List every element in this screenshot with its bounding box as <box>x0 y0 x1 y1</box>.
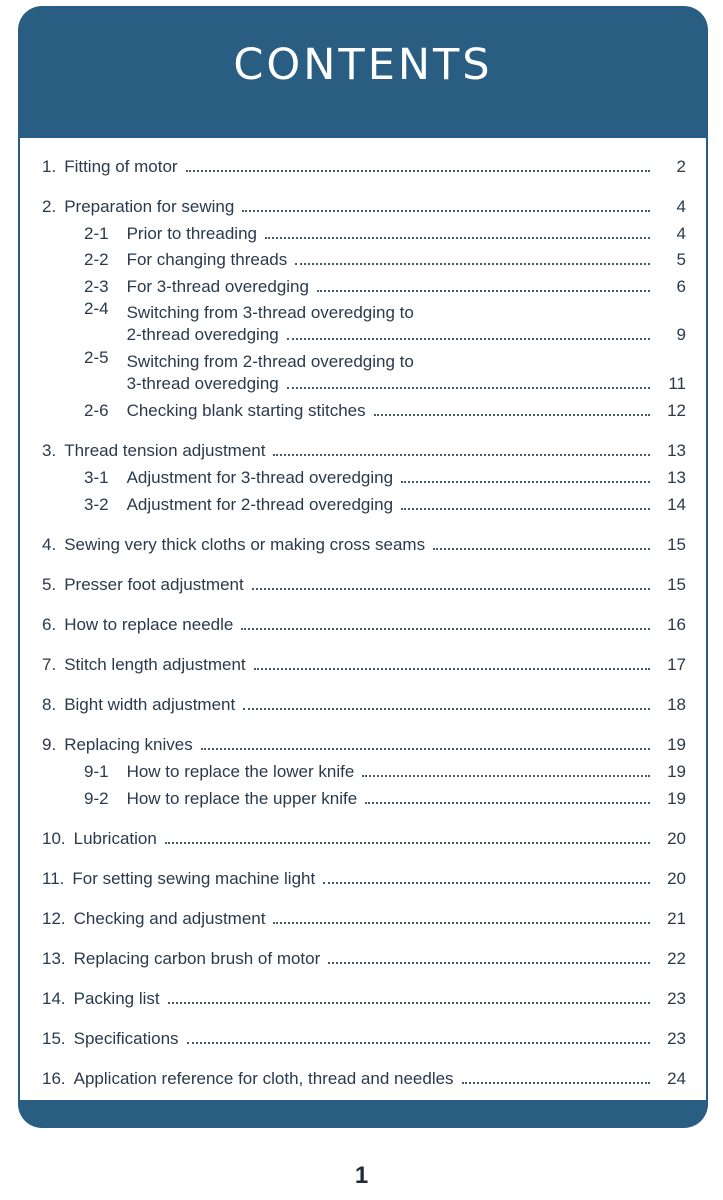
toc-entry-number: 3. <box>42 441 57 460</box>
toc-subentry <box>84 272 686 298</box>
dot-leader <box>401 481 650 483</box>
toc-entry-page: 19 <box>667 735 686 754</box>
toc-entry-page: 4 <box>676 224 686 243</box>
dot-leader <box>243 708 650 710</box>
dot-leader <box>165 842 650 844</box>
toc-entry <box>42 570 686 596</box>
contents-panel <box>20 138 706 1100</box>
toc-entry-page: 24 <box>667 1069 686 1088</box>
toc-entry-number: 2-6 <box>84 401 109 420</box>
toc-entry-page: 15 <box>667 575 686 594</box>
toc-entry-title: Checking blank starting stitches <box>126 401 366 420</box>
toc-entry-page: 11 <box>668 374 686 393</box>
toc-entry-page: 6 <box>676 277 686 296</box>
dot-leader <box>328 962 650 964</box>
toc-entry-number: 2-2 <box>84 250 109 269</box>
toc-entry-title-continued: 2-thread overedging <box>126 325 279 344</box>
dot-leader <box>317 290 650 292</box>
toc-entry-number: 9-1 <box>84 762 109 781</box>
toc-entry-title-block <box>127 302 686 346</box>
toc-entry-page: 9 <box>676 325 686 344</box>
dot-leader <box>362 775 650 777</box>
toc-entry <box>42 984 686 1010</box>
toc-entry-title: Replacing carbon brush of motor <box>73 949 321 968</box>
toc-subentry <box>84 245 686 271</box>
page-number: 1 <box>354 1162 369 1189</box>
toc-entry-title: Preparation for sewing <box>64 197 235 216</box>
toc-entry-number: 14. <box>42 989 66 1008</box>
toc-entry-page: 20 <box>667 869 686 888</box>
toc-entry <box>42 944 686 970</box>
toc-entry-number: 8. <box>42 695 57 714</box>
dot-leader <box>242 210 650 212</box>
dot-leader <box>273 454 650 456</box>
toc-entry-page: 18 <box>667 695 686 714</box>
toc-entry-number: 2-3 <box>84 277 109 296</box>
toc-subentry <box>84 757 686 783</box>
toc-entry-title-block <box>127 351 686 395</box>
toc-entry <box>42 436 686 462</box>
toc-entry-title: How to replace needle <box>64 615 234 634</box>
toc-entry-number: 15. <box>42 1029 66 1048</box>
toc-entry-number: 12. <box>42 909 66 928</box>
toc-entry <box>42 530 686 556</box>
toc-entry-page: 4 <box>676 197 686 216</box>
toc-entry-title: Specifications <box>73 1029 179 1048</box>
toc-entry <box>42 192 686 218</box>
toc-entry-page: 20 <box>667 829 686 848</box>
toc-entry <box>42 864 686 890</box>
toc-entry <box>42 904 686 930</box>
toc-entry-title: Switching from 2-thread overedging to <box>126 352 414 371</box>
toc-entry-title: For setting sewing machine light <box>72 869 316 888</box>
dot-leader <box>273 922 650 924</box>
toc-entry-page: 5 <box>676 250 686 269</box>
toc-subentry <box>84 347 686 395</box>
dot-leader <box>265 237 650 239</box>
toc-entry-title: Prior to threading <box>126 224 257 243</box>
toc-entry <box>42 1064 686 1090</box>
toc-entry <box>42 152 686 178</box>
toc-entry-page: 23 <box>667 1029 686 1048</box>
toc-entry-title: Thread tension adjustment <box>64 441 266 460</box>
toc-entry-title: For 3-thread overedging <box>126 277 309 296</box>
toc-entry-title: Sewing very thick cloths or making cross seams <box>64 535 426 554</box>
toc-entry-title: For changing threads <box>126 250 288 269</box>
toc-entry-number: 4. <box>42 535 57 554</box>
toc-entry-title: Adjustment for 3-thread overedging <box>126 468 394 487</box>
toc-entry-number: 11. <box>42 869 65 888</box>
table-of-contents <box>20 138 706 1100</box>
dot-leader <box>187 1042 650 1044</box>
toc-subentry <box>84 784 686 810</box>
contents-header <box>18 6 708 132</box>
toc-entry-number: 16. <box>42 1069 66 1088</box>
toc-subentry <box>84 219 686 245</box>
toc-entry-number: 9-2 <box>84 789 109 808</box>
toc-entry-title: Switching from 3-thread overedging to <box>126 303 414 322</box>
toc-entry-title: How to replace the upper knife <box>126 789 358 808</box>
dot-leader <box>254 668 650 670</box>
toc-entry-page: 15 <box>667 535 686 554</box>
toc-entry-title: Application reference for cloth, thread and needles <box>73 1069 454 1088</box>
toc-entry-number: 3-1 <box>84 468 109 487</box>
toc-entry-page: 13 <box>667 441 686 460</box>
toc-entry-title: Presser foot adjustment <box>64 575 244 594</box>
toc-entry-title: Stitch length adjustment <box>64 655 246 674</box>
page-title: CONTENTS <box>233 40 493 90</box>
dot-leader <box>241 628 650 630</box>
toc-entry-number: 2-1 <box>84 224 109 243</box>
toc-entry-number: 5. <box>42 575 57 594</box>
toc-entry-page: 13 <box>667 468 686 487</box>
toc-subentry <box>84 463 686 489</box>
toc-entry-page: 19 <box>667 762 686 781</box>
dot-leader <box>287 338 650 340</box>
toc-entry-line2 <box>127 373 686 395</box>
dot-leader <box>462 1082 650 1084</box>
toc-entry-title: Fitting of motor <box>64 157 178 176</box>
dot-leader <box>365 802 650 804</box>
toc-subentry <box>84 298 686 346</box>
toc-entry-number: 9. <box>42 735 57 754</box>
dot-leader <box>168 1002 650 1004</box>
toc-entry-title: How to replace the lower knife <box>126 762 355 781</box>
toc-entry-number: 2-5 <box>84 348 109 367</box>
dot-leader <box>287 387 650 389</box>
toc-entry-page: 17 <box>667 655 686 674</box>
dot-leader <box>323 882 650 884</box>
toc-entry-title: Checking and adjustment <box>73 909 266 928</box>
toc-entry-page: 12 <box>667 401 686 420</box>
toc-entry-title-continued: 3-thread overedging <box>126 374 279 393</box>
toc-entry <box>42 730 686 756</box>
toc-entry <box>42 650 686 676</box>
dot-leader <box>433 548 650 550</box>
toc-entry-page: 19 <box>667 789 686 808</box>
dot-leader <box>295 263 650 265</box>
toc-entry-page: 21 <box>667 909 686 928</box>
toc-entry-number: 3-2 <box>84 495 109 514</box>
toc-entry-number: 10. <box>42 829 66 848</box>
toc-entry-line2 <box>127 324 686 346</box>
toc-subentry <box>84 490 686 516</box>
dot-leader <box>201 748 650 750</box>
dot-leader <box>401 508 650 510</box>
toc-entry-number: 1. <box>42 157 57 176</box>
toc-entry-page: 14 <box>667 495 686 514</box>
toc-entry-page: 22 <box>667 949 686 968</box>
toc-entry-title: Bight width adjustment <box>64 695 236 714</box>
toc-entry <box>42 610 686 636</box>
contents-frame <box>18 6 708 1128</box>
toc-entry <box>42 690 686 716</box>
dot-leader <box>374 414 650 416</box>
toc-entry-page: 16 <box>667 615 686 634</box>
toc-entry-number: 2-4 <box>84 299 109 318</box>
toc-subentry <box>84 396 686 422</box>
toc-entry-page: 2 <box>676 157 686 176</box>
toc-entry <box>42 1024 686 1050</box>
toc-entry-number: 13. <box>42 949 66 968</box>
toc-entry-number: 6. <box>42 615 57 634</box>
toc-entry-title: Replacing knives <box>64 735 193 754</box>
toc-entry <box>42 824 686 850</box>
toc-entry-page: 23 <box>667 989 686 1008</box>
toc-entry-number: 2. <box>42 197 57 216</box>
dot-leader <box>186 170 650 172</box>
toc-entry-title: Lubrication <box>73 829 157 848</box>
toc-entry-number: 7. <box>42 655 57 674</box>
dot-leader <box>252 588 650 590</box>
toc-entry-title: Packing list <box>73 989 160 1008</box>
toc-entry-title: Adjustment for 2-thread overedging <box>126 495 394 514</box>
